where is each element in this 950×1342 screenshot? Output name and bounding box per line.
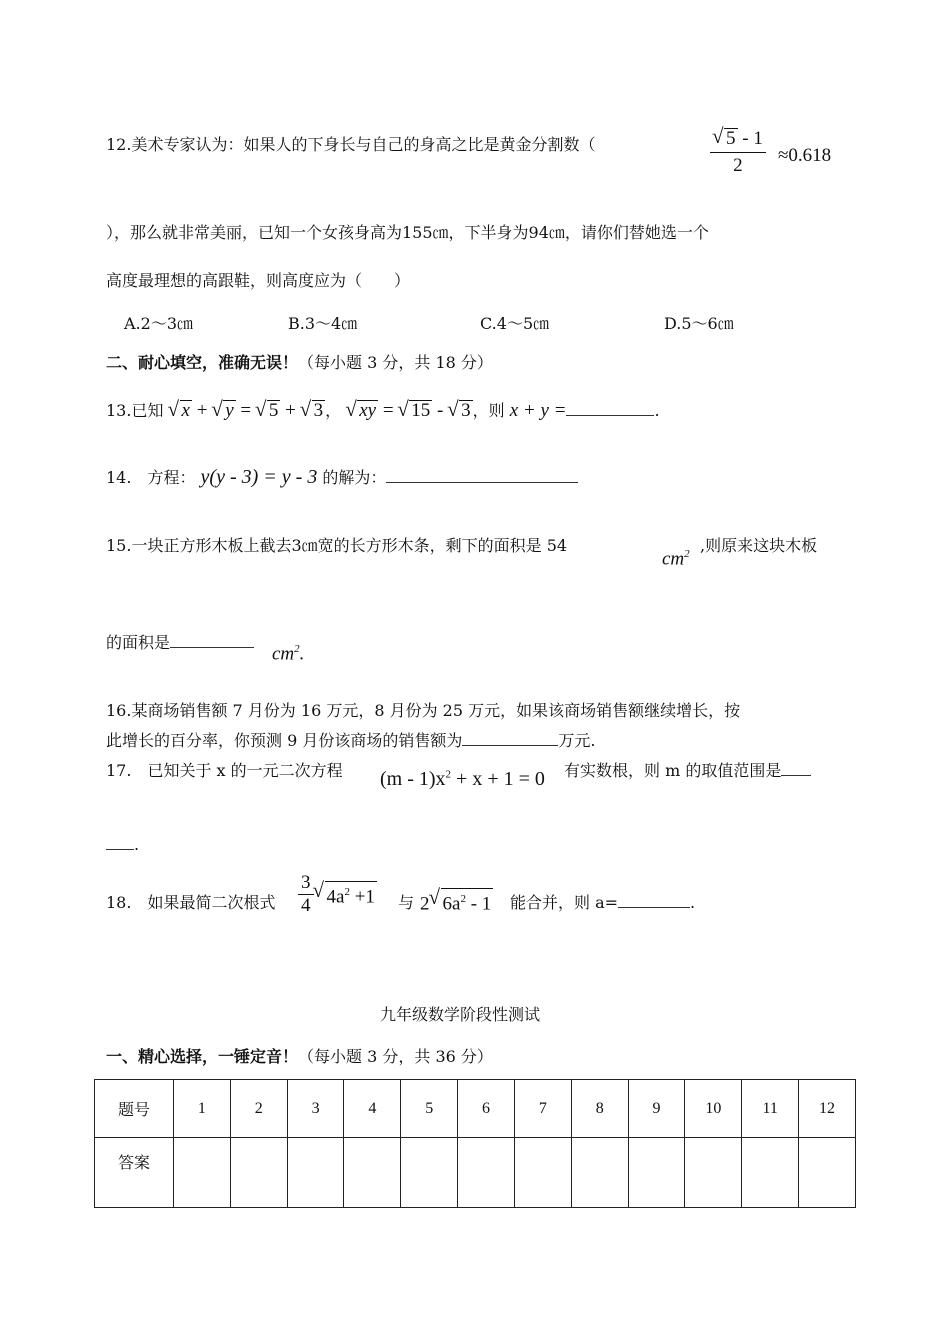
q18-rad1-tail: +1 (349, 886, 375, 908)
q18-radical-2 (420, 888, 493, 915)
q13-tail: x + y = (509, 400, 567, 421)
table-number-cell: 1 (174, 1080, 231, 1138)
q18-mid: 与 (398, 893, 415, 912)
golden-numerator (710, 126, 766, 153)
sqrt-five (713, 126, 738, 152)
sqrt-3b (448, 400, 473, 422)
q18-fraction (298, 872, 314, 917)
q16-answer-blank[interactable] (462, 731, 558, 746)
q18-frac-den: 4 (301, 895, 311, 916)
q12-line1 (106, 132, 595, 155)
table-number-cell: 4 (344, 1080, 401, 1138)
q18-coef: 2 (420, 893, 430, 915)
q18-radical-1 (298, 872, 377, 917)
section2-heading (106, 350, 493, 373)
q15-unit-1-text: cm (662, 548, 685, 570)
table-number-cell: 9 (628, 1080, 685, 1138)
q14-equation: y(y - 3) = y - 3 (200, 466, 318, 488)
q13-sep: ， (325, 401, 342, 420)
answer-cell[interactable] (174, 1138, 231, 1208)
q15-line2 (106, 630, 254, 653)
sqrt-xy (346, 400, 378, 422)
q12-option-d: D.5～6㎝ (664, 314, 734, 333)
table-number-cell: 7 (514, 1080, 571, 1138)
golden-denominator: 2 (733, 155, 743, 176)
q18-answer-blank[interactable] (618, 893, 690, 908)
q16-line1: 16.某商场销售额 7 月份为 16 万元，8 月份为 25 万元，如果该商场销售额继续增长，按 (106, 701, 741, 720)
sqrt-y (212, 400, 235, 422)
q14 (106, 465, 578, 489)
q14-suffix: 的解为： (322, 468, 387, 487)
q17-answer-blank-1[interactable] (781, 761, 811, 776)
answer-cell[interactable] (458, 1138, 515, 1208)
table-number-cell: 11 (742, 1080, 799, 1138)
table-number-cell: 12 (799, 1080, 856, 1138)
q18-sqrt-2-value: $6a^2 - 1$ (441, 888, 494, 914)
q15-unit-2-text: cm (272, 643, 295, 665)
q12-line2: ），那么就非常美丽，已知一个女孩身高为155㎝，下半身为94㎝，请你们替她选一个 (106, 223, 709, 242)
q16-line2 (106, 728, 595, 751)
table-header-number: 题号 (95, 1080, 174, 1138)
sqrt-3b-value: 3 (461, 400, 471, 421)
sqrt-15-value: 15 (411, 400, 431, 421)
answer-table (94, 1079, 856, 1208)
golden-num-rest: - 1 (737, 128, 763, 149)
section1-heading (106, 1044, 493, 1067)
q12-option-c: C.4～5㎝ (480, 314, 550, 333)
table-number-cell: 2 (230, 1080, 287, 1138)
q17-eq-b: + x + 1 = 0 (451, 768, 545, 790)
q13-prefix: 13.已知 (106, 401, 164, 420)
table-number-cell: 10 (685, 1080, 742, 1138)
table-row-numbers (95, 1080, 856, 1138)
answer-cell[interactable] (628, 1138, 685, 1208)
q16-text-3: 万元. (558, 731, 596, 750)
q17-answer-blank-2[interactable] (106, 835, 134, 850)
sqrt-x (169, 400, 192, 422)
q18-suffix-text: 能合并，则 a= (510, 893, 619, 912)
sqrt-xy-value: xy (359, 400, 377, 421)
q15-unit-2: $cm^2$. (272, 643, 305, 665)
q18-frac-num: 3 (298, 872, 314, 895)
q16-text-2: 此增长的百分率，你预测 9 月份该商场的销售额为 (106, 731, 463, 750)
q18-sqrt-2 (430, 888, 494, 915)
q18-rad2-base: 6a (442, 893, 461, 915)
q17-prefix: 17. 已知关于 x 的一元二次方程 (106, 761, 343, 780)
sqrt-x-value: x (181, 400, 190, 421)
sqrt-five-value: 5 (726, 128, 736, 149)
table-number-cell: 5 (401, 1080, 458, 1138)
q17-continuation: . (106, 835, 139, 854)
q17-eq-a: (m - 1)x (380, 768, 446, 790)
golden-ratio-fraction (710, 126, 766, 179)
answer-cell[interactable] (401, 1138, 458, 1208)
q13-then: ，则 (472, 401, 505, 420)
q17 (106, 758, 343, 781)
sqrt-5 (256, 400, 281, 422)
page-title: 九年级数学阶段性测试 (380, 1005, 541, 1024)
q14-answer-blank[interactable] (386, 468, 578, 483)
sqrt-y-value: y (225, 400, 234, 421)
table-number-cell: 6 (458, 1080, 515, 1138)
q13: 13.已知 √ x + √ y = √ 5 + √ 3 ， √ xy = √ 15 - √ 3 ，则 x + y = . (106, 398, 660, 422)
q17-suffix-text: 有实数根，则 m 的取值范围是 (564, 761, 782, 780)
sqrt-3 (301, 400, 326, 422)
golden-fraction (710, 126, 766, 179)
sqrt-15 (398, 400, 432, 422)
q18-sqrt-1-value: $4a^2 +1$ (325, 881, 377, 907)
q17-equation: $(m - 1)x^2 + x + 1 = 0$ (380, 768, 545, 790)
q15-line1 (106, 533, 567, 556)
answer-cell[interactable] (230, 1138, 287, 1208)
q18-suffix: 能合并，则 a= . (510, 893, 696, 912)
answer-cell[interactable] (685, 1138, 742, 1208)
sqrt-5-value: 5 (268, 400, 279, 421)
q18-rad2-tail: - 1 (465, 893, 492, 915)
answer-cell[interactable] (799, 1138, 856, 1208)
sqrt-3-value: 3 (313, 400, 324, 421)
q18-sqrt-1 (314, 881, 377, 908)
q15-text-2: 的面积是 (106, 633, 171, 652)
q18-prefix: 18. 如果最简二次根式 (106, 893, 276, 912)
q12-option-a: A.2～3㎝ (124, 314, 194, 333)
q15-text-1: 15.一块正方形木板上截去3㎝宽的长方形木条，剩下的面积是 54 (106, 536, 568, 555)
q15-after-unit: ,则原来这块木板 (700, 536, 818, 555)
q15-unit-1: $cm^2$ (662, 548, 690, 570)
table-number-cell: 8 (571, 1080, 628, 1138)
q18-rad1-base: 4a (326, 886, 345, 908)
section2-note: （每小题 3 分，共 18 分） (298, 353, 493, 372)
q13-answer-blank[interactable] (566, 401, 654, 416)
answer-cell[interactable] (514, 1138, 571, 1208)
answer-cell[interactable] (344, 1138, 401, 1208)
section2-title: 二、耐心填空，准确无误！ (106, 353, 299, 372)
section1-title: 一、精心选择，一锤定音！ (106, 1047, 299, 1066)
q12-option-b: B.3～4㎝ (288, 314, 358, 333)
table-header-answer: 答案 (95, 1138, 174, 1208)
q17-suffix (564, 758, 811, 781)
q18 (106, 890, 275, 913)
section1-note: （每小题 3 分，共 36 分） (298, 1047, 493, 1066)
answer-cell[interactable] (571, 1138, 628, 1208)
q13-equation-2: √ xy = √ 15 - √ 3 (346, 400, 472, 421)
table-number-cell: 3 (287, 1080, 344, 1138)
q15-answer-blank[interactable] (170, 633, 254, 648)
q12-text-1: 12.美术专家认为：如果人的下身长与自己的身高之比是黄金分割数（ (106, 135, 596, 154)
answer-cell[interactable] (742, 1138, 799, 1208)
table-row-answers (95, 1138, 856, 1208)
q13-equation-1: √ x + √ y = √ 5 + √ 3 (169, 400, 326, 421)
q14-prefix: 14. 方程： (106, 468, 196, 487)
q12-line3: 高度最理想的高跟鞋，则高度应为（ ） (106, 271, 411, 290)
golden-approx: ≈0.618 (778, 145, 832, 166)
answer-cell[interactable] (287, 1138, 344, 1208)
